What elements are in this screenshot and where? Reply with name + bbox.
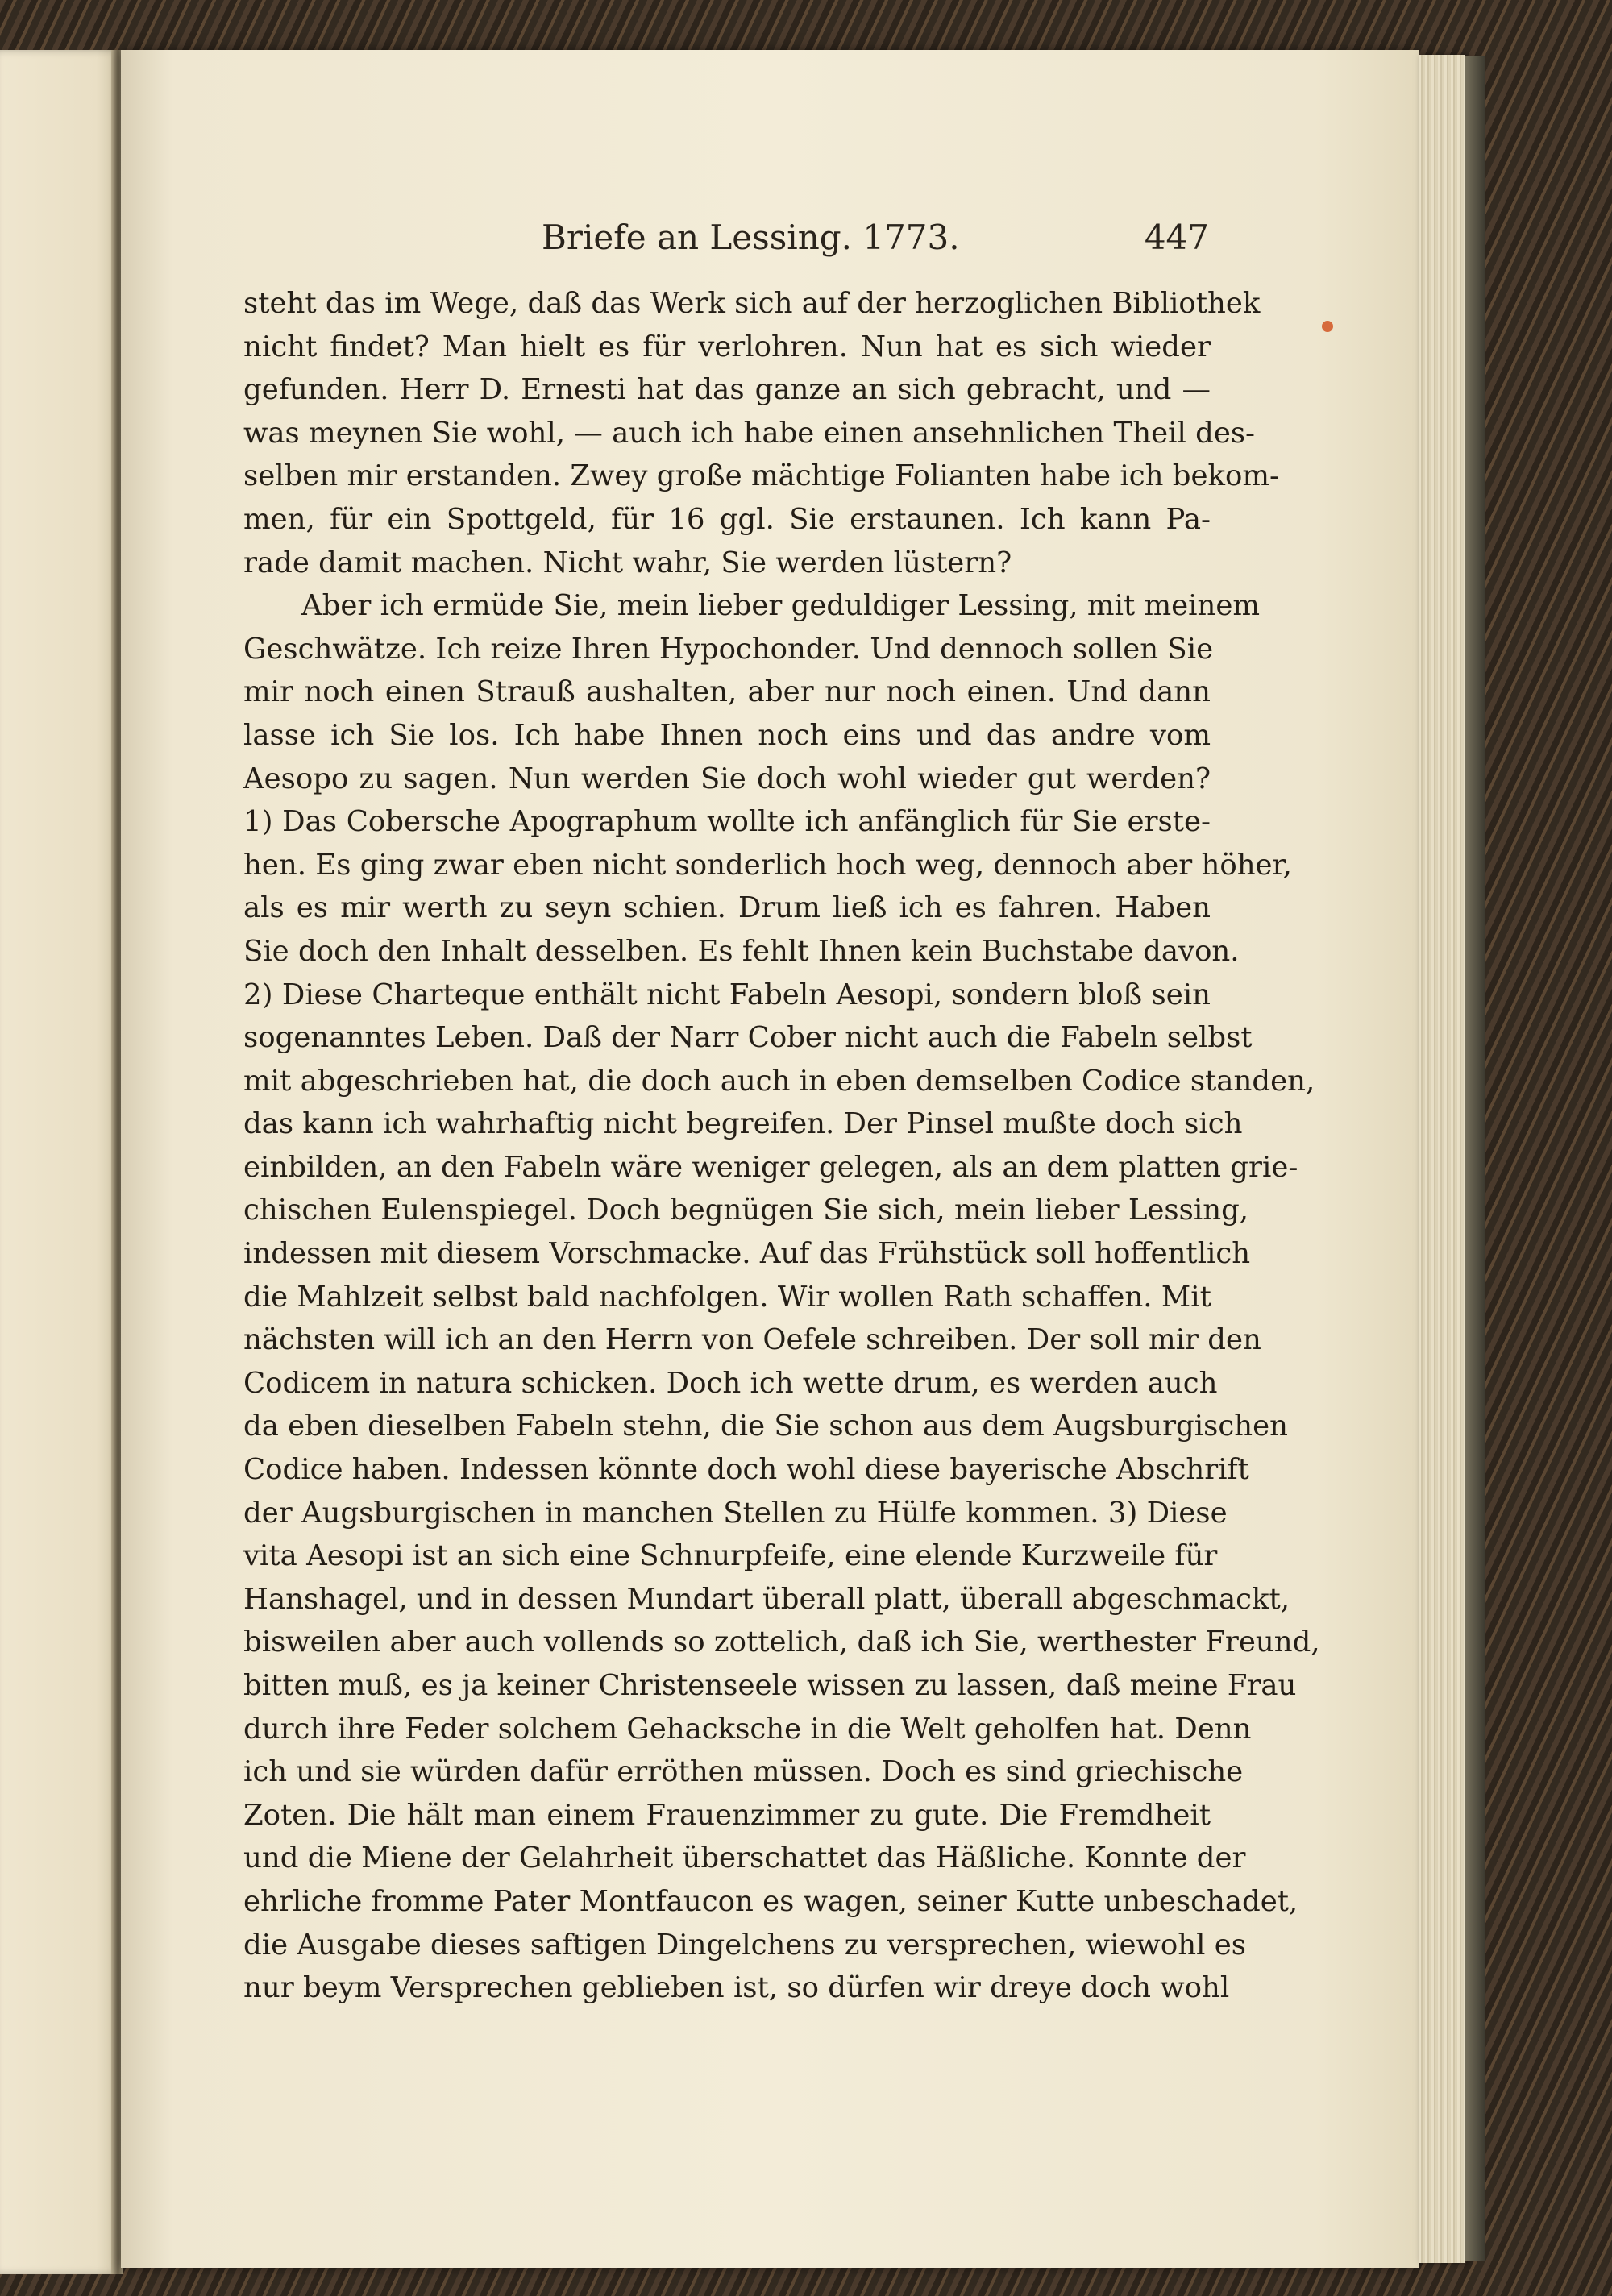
cover-edge — [1465, 56, 1485, 2261]
text-line: nur beym Versprechen geblieben ist, so dürfen wir dreye doch wohl — [243, 1971, 1230, 2005]
text-line: mir noch einen Strauß aushalten, aber nur noch einen. Und dann — [243, 675, 1211, 709]
page-edges — [1419, 55, 1465, 2263]
text-line: Geschwätze. Ich reize Ihren Hypochonder. Und dennoch sollen Sie — [243, 632, 1214, 666]
text-line: nicht findet? Man hielt es für verlohren. Nun hat es sich wieder — [243, 330, 1211, 363]
text-line: gefunden. Herr D. Ernesti hat das ganze an sich gebracht, und — — [243, 373, 1211, 407]
text-line: Codice haben. Indessen könnte doch wohl diese bayerische Abschrift — [243, 1453, 1249, 1487]
text-line: Codicem in natura schicken. Doch ich wette drum, es werden auch — [243, 1366, 1218, 1400]
text-line: und die Miene der Gelahrheit überschattet das Häßliche. Konnte der — [243, 1841, 1246, 1875]
text-line: der Augsburgischen in manchen Stellen zu Hülfe kommen. 3) Diese — [243, 1496, 1228, 1530]
text-line: Aber ich ermüde Sie, mein lieber geduldiger Lessing, mit meinem — [301, 589, 1261, 623]
text-line: 1) Das Cobersche Apographum wollte ich anfänglich für Sie erste- — [243, 805, 1211, 839]
text-line: einbilden, an den Fabeln wäre weniger gelegen, als an dem platten grie- — [243, 1150, 1298, 1184]
text-line: was meynen Sie wohl, — auch ich habe einen ansehnlichen Theil des- — [243, 416, 1256, 450]
running-title: Briefe an Lessing. 1773. — [542, 218, 960, 257]
page-number: 447 — [1144, 218, 1209, 257]
text-line: bitten muß, es ja keiner Christenseele wissen zu lassen, daß meine Frau — [243, 1669, 1297, 1702]
text-line: das kann ich wahrhaftig nicht begreifen. Der Pinsel mußte doch sich — [243, 1107, 1243, 1141]
text-line: indessen mit diesem Vorschmacke. Auf das Frühstück soll hoffentlich — [243, 1237, 1251, 1271]
text-line: 2) Diese Charteque enthält nicht Fabeln Aesopi, sondern bloß sein — [243, 978, 1211, 1011]
text-line: lasse ich Sie los. Ich habe Ihnen noch eins und das andre vom — [243, 718, 1211, 752]
text-line: durch ihre Feder solchem Gehacksche in die Welt geholfen hat. Denn — [243, 1712, 1252, 1746]
text-line: sogenanntes Leben. Daß der Narr Cober nicht auch die Fabeln selbst — [243, 1021, 1253, 1055]
text-line: mit abgeschrieben hat, die doch auch in eben demselben Codice standen, — [243, 1064, 1315, 1098]
text-line: Zoten. Die hält man einem Frauenzimmer zu gute. Die Fremdheit — [243, 1798, 1211, 1832]
text-line: die Ausgabe dieses saftigen Dingelchens zu versprechen, wiewohl es — [243, 1928, 1246, 1962]
text-line: rade damit machen. Nicht wahr, Sie werden lüstern? — [243, 546, 1012, 579]
text-line: hen. Es ging zwar eben nicht sonderlich hoch weg, dennoch aber höher, — [243, 848, 1292, 882]
text-line: Hanshagel, und in dessen Mundart überall platt, überall abgeschmackt, — [243, 1582, 1290, 1616]
text-line: steht das im Wege, daß das Werk sich auf der herzoglichen Bibliothek — [243, 287, 1261, 320]
page-header — [242, 218, 1209, 269]
left-page-edge — [0, 50, 121, 2274]
letter-text — [243, 282, 1320, 2010]
text-line: bisweilen aber auch vollends so zottelich, daß ich Sie, werthester Freund, — [243, 1625, 1320, 1659]
text-line: nächsten will ich an den Herrn von Oefele schreiben. Der soll mir den — [243, 1323, 1261, 1357]
text-line: Aesopo zu sagen. Nun werden Sie doch wohl wieder gut werden? — [243, 762, 1211, 795]
text-line: vita Aesopi ist an sich eine Schnurpfeife, eine elende Kurzweile für — [243, 1539, 1218, 1573]
text-line: da eben dieselben Fabeln stehn, die Sie schon aus dem Augsburgischen — [243, 1410, 1288, 1443]
text-line: ehrliche fromme Pater Montfaucon es wagen, seiner Kutte unbeschadet, — [243, 1884, 1298, 1918]
text-line: Sie doch den Inhalt desselben. Es fehlt Ihnen kein Buchstabe davon. — [243, 934, 1240, 968]
ink-spot — [1322, 321, 1333, 332]
text-line: die Mahlzeit selbst bald nachfolgen. Wir wollen Rath schaffen. Mit — [243, 1280, 1211, 1314]
text-line: selben mir erstanden. Zwey große mächtige Folianten habe ich bekom- — [243, 459, 1280, 493]
text-line: chischen Eulenspiegel. Doch begnügen Sie sich, mein lieber Lessing, — [243, 1194, 1249, 1227]
text-line: ich und sie würden dafür erröthen müssen. Doch es sind griechische — [243, 1755, 1244, 1789]
text-line: men, für ein Spottgeld, für 16 ggl. Sie erstaunen. Ich kann Pa- — [243, 502, 1211, 536]
text-line: als es mir werth zu seyn schien. Drum ließ ich es fahren. Haben — [243, 891, 1211, 925]
